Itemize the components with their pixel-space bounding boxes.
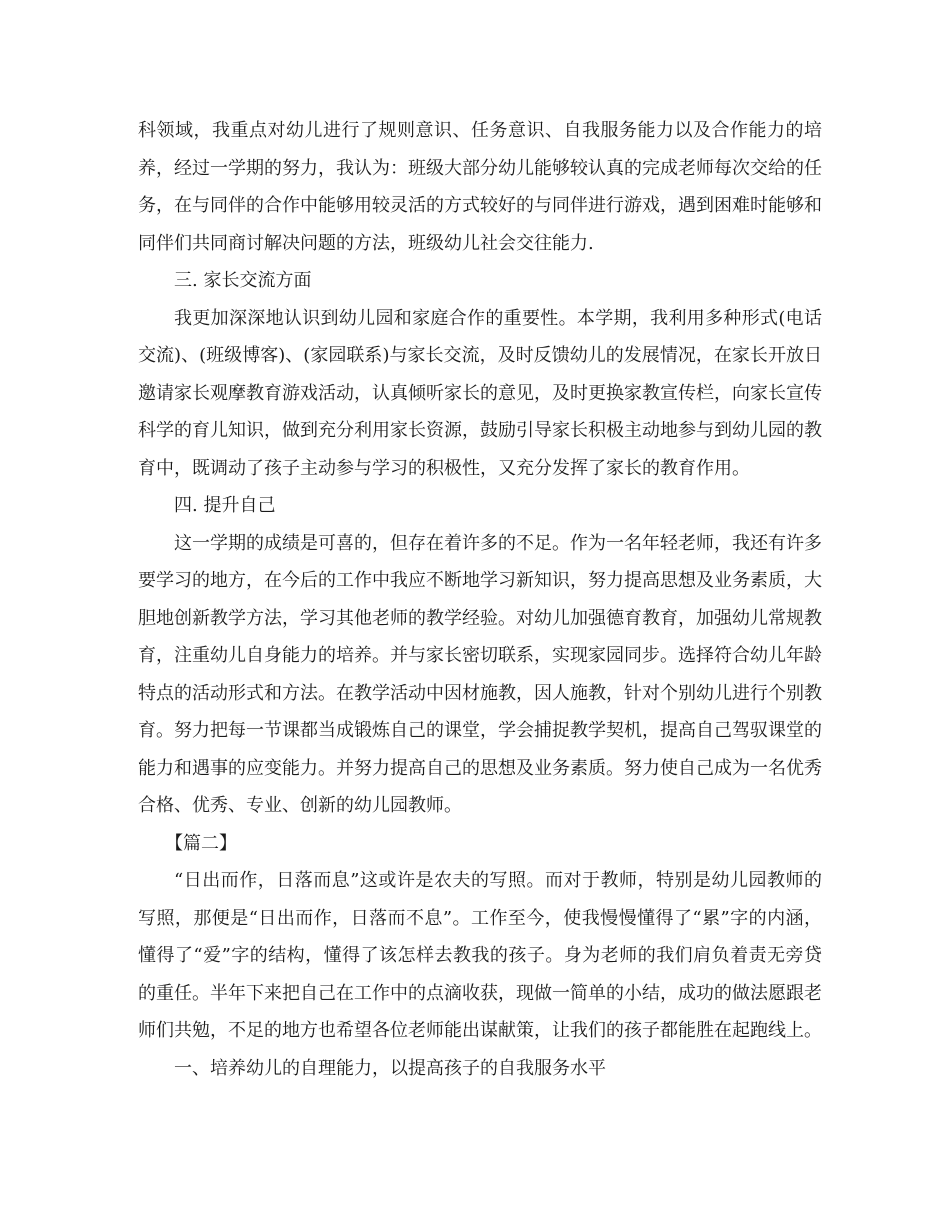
heading-parent-communication: 三. 家长交流方面 bbox=[174, 270, 312, 291]
paragraph-social-domain: 科领域，我重点对幼儿进行了规则意识、任务意识、自我服务能力以及合作能力的培养，经过一学期的努力，我认为：班级大部分幼儿能够较认真的完成老师每次交给的任务，在与同伴的合作中能够用较灵活的方式较好的与同伴进行游戏，遇到困难时能够和同伴们共同商讨解决问题的方法，班级幼儿社会交往能力. bbox=[138, 120, 822, 254]
heading-self-care-ability: 一、培养幼儿的自理能力，以提高孩子的自我服务水平 bbox=[174, 1057, 606, 1079]
document-body bbox=[138, 112, 822, 1087]
heading-part-two: 【篇二】 bbox=[165, 832, 237, 854]
paragraph-self-improvement: 这一学期的成绩是可喜的，但存在着许多的不足。作为一名年轻老师，我还有许多要学习的地方，在今后的工作中我应不断地学习新知识，努力提高思想及业务素质，大胆地创新教学方法，学习其他老师的教学经验。对幼儿加强德育教育，加强幼儿常规教育，注重幼儿自身能力的培养。并与家长密切联系，实现家园同步。选择符合幼儿年龄特点的活动形式和方法。在教学活动中因材施教，因人施教，针对个别幼儿进行个别教育。努力把每一节课都当成锻炼自己的课堂，学会捕捉教学契机，提高自己驾驭课堂的能力和遇事的应变能力。并努力提高自己的思想及业务素质。努力使自己成为一名优秀合格、优秀、专业、创新的幼儿园教师。 bbox=[138, 532, 822, 816]
paragraph-parent-communication: 我更加深深地认识到幼儿园和家庭合作的重要性。本学期，我利用多种形式(电话交流)、(班级博客)、(家园联系)与家长交流，及时反馈幼儿的发展情况，在家长开放日邀请家长观摩教育游戏活动，认真倾听家长的意见，及时更换家教宣传栏，向家长宣传科学的育儿知识，做到充分利用家长资源，鼓励引导家长积极主动地参与到幼儿园的教育中，既调动了孩子主动参与学习的积极性，又充分发挥了家长的教育作用。 bbox=[138, 307, 822, 479]
heading-self-improvement: 四. 提升自己 bbox=[174, 495, 276, 516]
paragraph-part-two-intro: “日出而作，日落而息”这或许是农夫的写照。而对于教师，特别是幼儿园教师的写照，那便是“日出而作，日落而不息”。工作至今，使我慢慢懂得了“累”字的内涵，懂得了“爱”字的结构，懂得了该怎样去教我的孩子。身为老师的我们肩负着责无旁贷的重任。半年下来把自己在工作中的点滴收获，现做一简单的小结，成功的做法愿跟老师们共勉，不足的地方也希望各位老师能出谋献策，让我们的孩子都能胜在起跑线上。 bbox=[138, 870, 822, 1041]
